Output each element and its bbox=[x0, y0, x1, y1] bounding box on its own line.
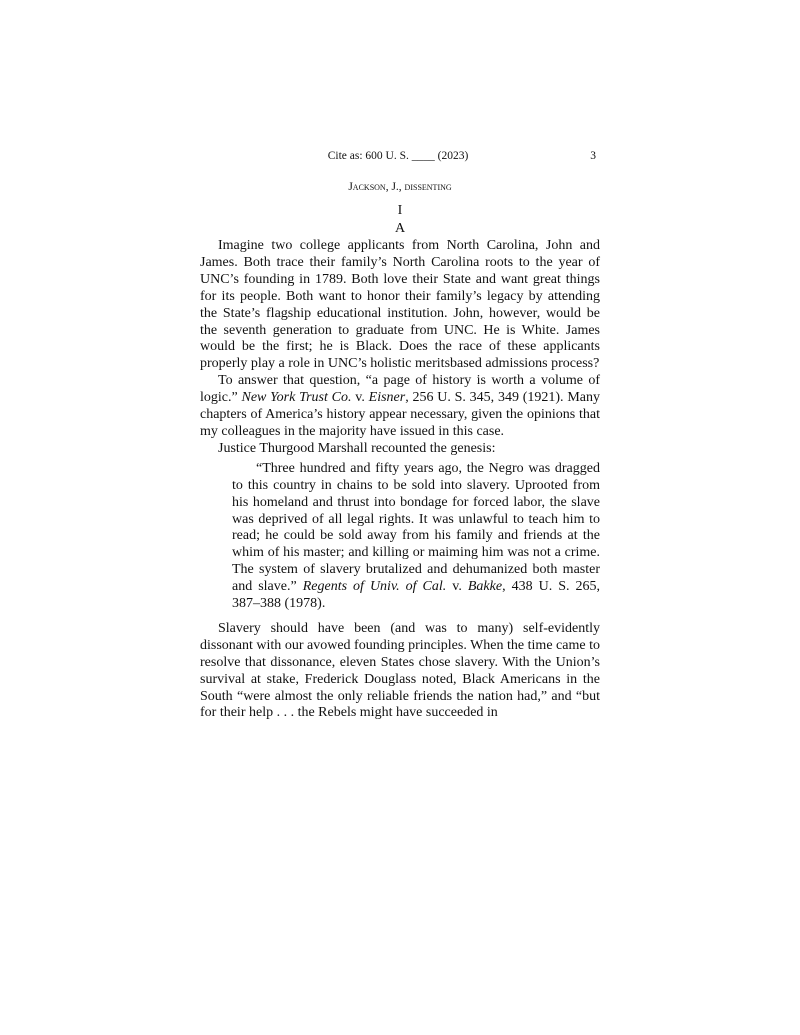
citation-header: Cite as: 600 U. S. ____ (2023) bbox=[327, 150, 469, 162]
case-name: Regents of Univ. of Cal. bbox=[302, 579, 447, 595]
paragraph-slavery: Slavery should have been (and was to many) self-evidently dissonant with our avowed founding principles. When the time came to resolve that dissonance, eleven States chose slavery. With the Union’s survival at stake, Frederick Douglass noted, Black Americans in the South “were almost the only reliable friends the nation had,” and “but for their help . . . the Rebels might have succeeded in bbox=[200, 620, 600, 721]
opinion-author-line: Jackson, J., dissenting bbox=[348, 181, 452, 193]
section-heading-subpart: A bbox=[394, 221, 406, 236]
case-name: Bakke bbox=[467, 579, 503, 595]
case-name: Eisner bbox=[368, 390, 406, 406]
case-name: New York Trust Co. bbox=[241, 390, 352, 406]
block-quote: “Three hundred and fifty years ago, the Negro was dragged to this country in chains to be sold into slavery. Uprooted from his homeland and thrust into bondage for forced labor, the slave was deprived of all legal rights. It was unlawful to teach him to read; he could be sold away from his family and friends at the whim of his master; and killing or maiming him was not a crime. The system of slavery brutalized and dehumanized both master and slave.” Regents of Univ. of Cal. v. Bakke, 438 U. S. 265, 387–388 (1978). bbox=[232, 460, 600, 612]
running-header bbox=[200, 150, 596, 166]
page-number: 3 bbox=[590, 150, 596, 162]
section-heading-part: I bbox=[397, 203, 403, 218]
paragraph-marshall-intro: Justice Thurgood Marshall recounted the genesis: bbox=[218, 440, 496, 456]
opinion-body bbox=[200, 238, 600, 722]
paragraph-applicants: Imagine two college applicants from North Carolina, John and James. Both trace their family’s North Carolina roots to the year of UNC’s founding in 1789. Both love their State and want great things for its people. Both want to honor their family’s legacy by attending the State’s flagship educational institution. John, however, would be the seventh generation to graduate from UNC. He is White. James would be the first; he is Black. Does the race of these applicants properly play a role in UNC’s holistic meritsbased admissions process? bbox=[200, 238, 600, 372]
paragraph-history: To answer that question, “a page of history is worth a volume of logic.” New York Trust Co. v. Eisner, 256 U. S. 345, 349 (1921). Many chapters of America’s history appear necessary, given the opinions that my colleagues in the majority have issued in this case. bbox=[200, 373, 600, 439]
